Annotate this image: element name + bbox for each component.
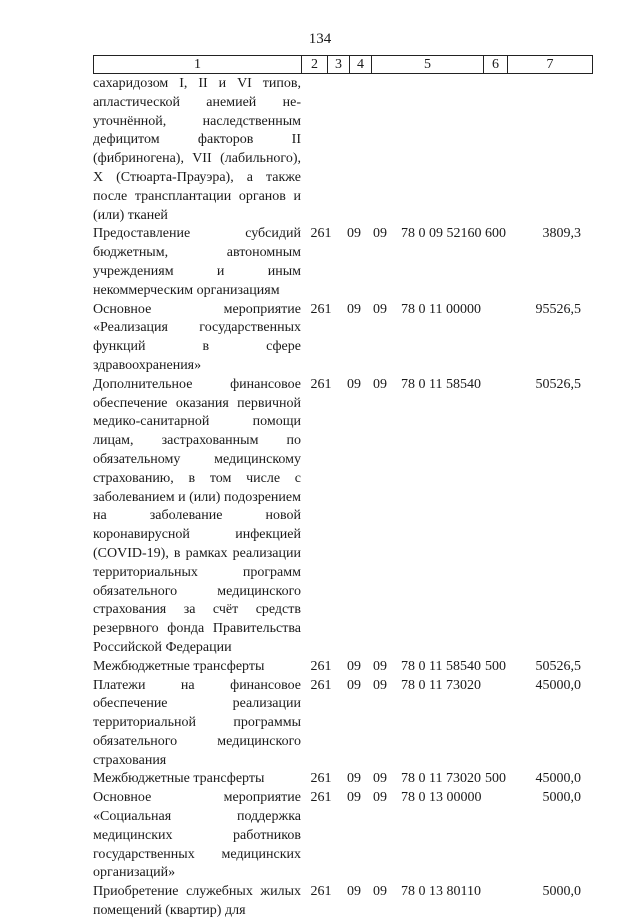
row-col-7: 45000,0 (535, 771, 581, 787)
row-name: Дополнительное финансовое обеспечение оказания первичной медико-санитарной помощи лицам, застрахованным по обязательному медицинскому страхованию, в том числе с заболеванием и (или) подозрением на заболевание новой коронавирусной инфекцией (COVID-19), в рамках реализации территориальных программ обязательного медицинского страхования за счёт средств резервного фонда Правительства Российской Федерации (93, 376, 301, 655)
table-header (93, 55, 593, 74)
row-col-2: 261 (310, 677, 332, 693)
row-col-5: 78 0 11 73020 (401, 677, 481, 693)
table-row (93, 677, 593, 771)
row-col-4: 09 (373, 677, 387, 693)
table-row (93, 883, 593, 921)
header-col-1: 1 (94, 56, 302, 73)
row-col-2: 261 (310, 226, 332, 242)
row-col-4: 09 (373, 790, 387, 806)
row-col-2: 261 (310, 771, 332, 787)
row-name: Межбюджетные трансферты (93, 658, 265, 674)
row-col-5: 78 0 13 00000 (401, 790, 482, 806)
row-name: сахаридозом I, II и VI типов, апластической анемией не-уточнённой, наследственным дефицитом факторов II (фибриногена), VII (лабильного), X (Стюарта-Прауэра), а также после трансплантации органов и (или) тканей (93, 76, 301, 223)
row-col-3: 09 (347, 677, 361, 693)
row-col-6: 500 (485, 658, 506, 674)
header-col-6: 6 (484, 56, 508, 73)
row-col-5: 78 0 13 80110 (401, 884, 481, 900)
row-col-4: 09 (373, 658, 387, 674)
header-col-2: 2 (302, 56, 328, 73)
row-col-3: 09 (347, 790, 361, 806)
row-col-6: 500 (485, 771, 506, 787)
row-col-2: 261 (310, 884, 332, 900)
row-col-5: 78 0 11 58540 (401, 376, 481, 392)
row-col-5: 78 0 11 58540 (401, 658, 481, 674)
page-number: 134 (308, 31, 332, 47)
row-col-2: 261 (310, 301, 332, 317)
row-col-7: 95526,5 (535, 301, 581, 317)
header-col-3: 3 (328, 56, 350, 73)
row-col-2: 261 (310, 376, 332, 392)
row-name: Основное мероприятие «Реализация государственных функций в сфере здравоохранения» (93, 301, 301, 373)
row-col-7: 50526,5 (535, 658, 581, 674)
row-col-7: 5000,0 (542, 884, 581, 900)
row-name: Платежи на финансовое обеспечение реализации территориальной программы обязательного медицинского страхования (93, 677, 301, 768)
row-col-3: 09 (347, 226, 361, 242)
table-row (93, 789, 593, 883)
row-col-7: 45000,0 (535, 677, 581, 693)
row-col-7: 3809,3 (542, 226, 581, 242)
table-row (93, 225, 593, 300)
row-col-6: 600 (485, 226, 506, 242)
row-col-2: 261 (310, 658, 332, 674)
table-row (93, 658, 593, 677)
row-col-5: 78 0 11 73020 (401, 771, 481, 787)
row-col-4: 09 (373, 771, 387, 787)
row-col-4: 09 (373, 884, 387, 900)
row-col-2: 261 (310, 790, 332, 806)
row-name: Основное мероприятие «Социальная поддержка медицинских работников государственных медицинских организаций» (93, 790, 301, 881)
row-col-7: 5000,0 (542, 790, 581, 806)
table-row (93, 75, 593, 225)
row-col-3: 09 (347, 658, 361, 674)
row-name: Предоставление субсидий бюджетным, автономным учреждениям и иным некоммерческим организациям (93, 226, 301, 298)
row-col-4: 09 (373, 301, 387, 317)
row-col-4: 09 (373, 376, 387, 392)
table-body (93, 75, 593, 921)
row-col-5: 78 0 11 00000 (401, 301, 481, 317)
row-col-4: 09 (373, 226, 387, 242)
row-name: Межбюджетные трансферты (93, 771, 265, 787)
header-col-7: 7 (546, 57, 554, 72)
header-col-4: 4 (350, 56, 372, 73)
row-col-7: 50526,5 (535, 376, 581, 392)
table-row (93, 376, 593, 658)
row-col-3: 09 (347, 771, 361, 787)
header-col-5: 5 (372, 56, 484, 73)
row-name: Приобретение служебных жилых помещений (квартир) для (93, 884, 301, 919)
table-row (93, 770, 593, 789)
row-col-3: 09 (347, 301, 361, 317)
row-col-3: 09 (347, 884, 361, 900)
row-col-5: 78 0 09 52160 (401, 226, 482, 242)
table-row (93, 301, 593, 376)
row-col-3: 09 (347, 376, 361, 392)
